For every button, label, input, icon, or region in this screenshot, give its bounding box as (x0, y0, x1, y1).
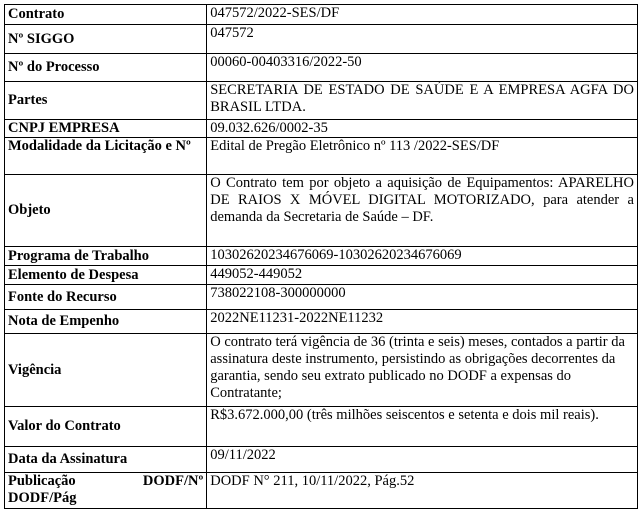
row-label: Contrato (5, 5, 207, 25)
table-row (5, 175, 638, 247)
row-value: 2022NE11231-2022NE11232 (207, 310, 638, 334)
table-row (5, 334, 638, 407)
row-label: Nº SIGGO (5, 25, 207, 54)
row-value: O contrato terá vigência de 36 (trinta e seis) meses, contados a partir da assinatura deste instrumento, persistindo as obrigações decorrentes da garantia, sendo seu extrato publicado no DODF a expensas do Contratante; (207, 334, 638, 407)
table-row (5, 138, 638, 175)
row-value: O Contrato tem por objeto a aquisição de Equipamentos: APARELHO DE RAIOS X MÓVEL DIGITAL MOTORIZADO, para atender a demanda da Secretaria de Saúde – DF. (207, 175, 638, 247)
row-value: 09.032.626/0002-35 (207, 120, 638, 138)
row-label: Data da Assinatura (5, 447, 207, 473)
dodf-number-label: DODF/Nº (142, 473, 204, 489)
table-row (5, 120, 638, 138)
row-label: Nº do Processo (5, 54, 207, 82)
table-row (5, 54, 638, 82)
table-row (5, 82, 638, 120)
row-value: 10302620234676069-10302620234676069 (207, 247, 638, 266)
row-value: 047572/2022-SES/DF (207, 5, 638, 25)
row-value: Edital de Pregão Eletrônico nº 113 /2022-SES/DF (207, 138, 638, 175)
row-value: DODF N° 211, 10/11/2022, Pág.52 (207, 473, 638, 509)
row-label: Modalidade da Licitação e Nº (5, 138, 207, 175)
contract-extract (4, 4, 638, 509)
row-label: Nota de Empenho (5, 310, 207, 334)
row-value: R$3.672.000,00 (três milhões seiscentos e setenta e dois mil reais). (207, 407, 638, 447)
table-row (5, 310, 638, 334)
row-value: 09/11/2022 (207, 447, 638, 473)
table-row (5, 5, 638, 25)
publication-label-line (8, 473, 203, 490)
table-row (5, 473, 638, 509)
row-value: 449052-449052 (207, 266, 638, 285)
contract-table (4, 4, 638, 509)
publication-label: Publicação (8, 473, 76, 489)
row-value: 00060-00403316/2022-50 (207, 54, 638, 82)
table-row (5, 25, 638, 54)
row-value: SECRETARIA DE ESTADO DE SAÚDE E A EMPRESA AGFA DO BRASIL LTDA. (207, 82, 638, 120)
dodf-page-label: DODF/Pág (8, 490, 77, 506)
row-label: Fonte do Recurso (5, 285, 207, 310)
table-row (5, 447, 638, 473)
row-value: 738022108-300000000 (207, 285, 638, 310)
row-label: Vigência (5, 334, 207, 407)
row-label: Partes (5, 82, 207, 120)
row-label (5, 473, 207, 509)
table-row (5, 247, 638, 266)
row-label: Elemento de Despesa (5, 266, 207, 285)
row-label: Objeto (5, 175, 207, 247)
table-row (5, 285, 638, 310)
table-row (5, 266, 638, 285)
row-label: CNPJ EMPRESA (5, 120, 207, 138)
row-label: Programa de Trabalho (5, 247, 207, 266)
row-label: Valor do Contrato (5, 407, 207, 447)
table-row (5, 407, 638, 447)
row-value: 047572 (207, 25, 638, 54)
